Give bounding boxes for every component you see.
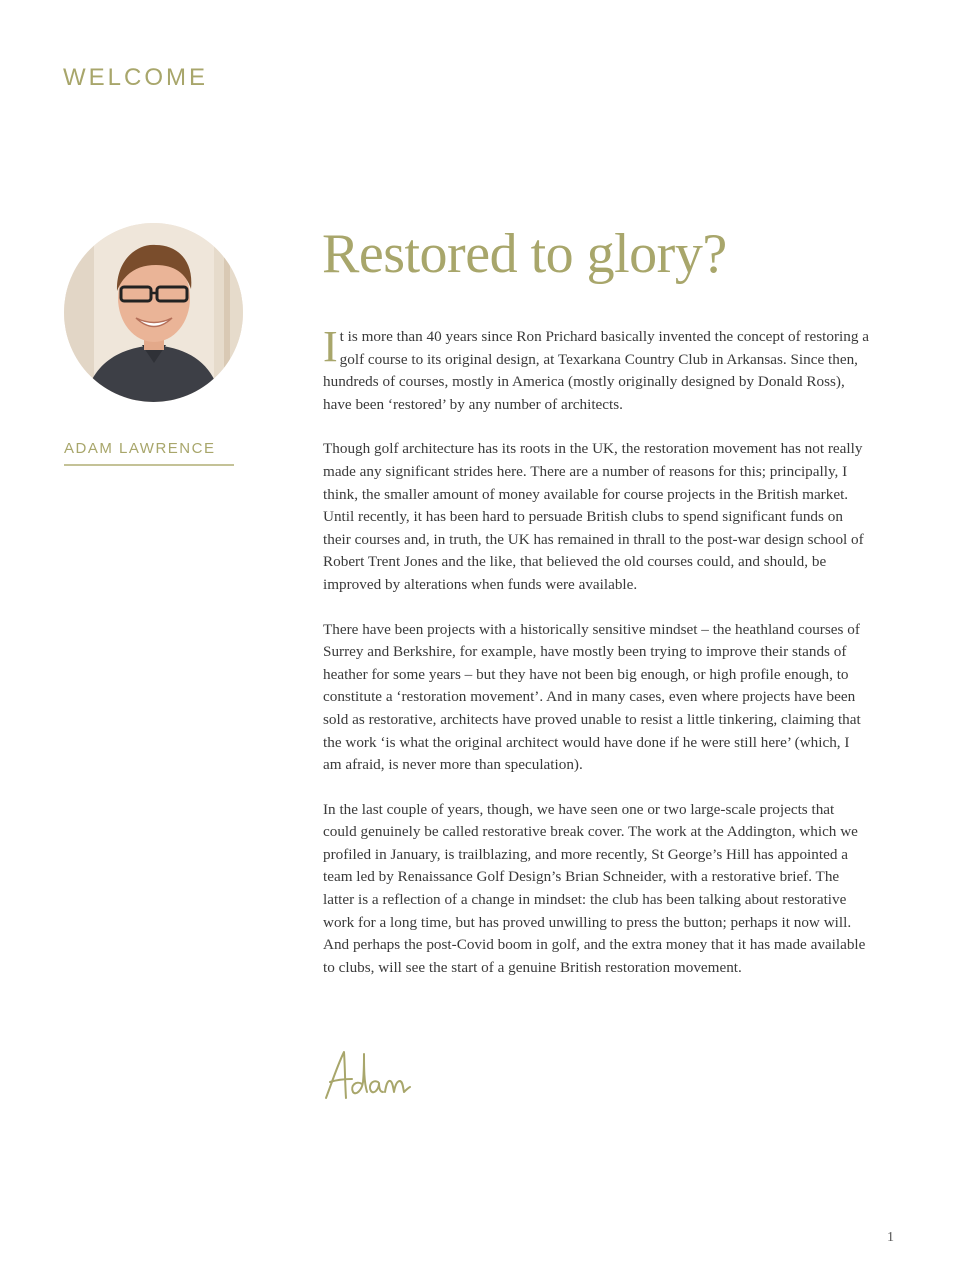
signature	[322, 1046, 417, 1102]
article-body	[323, 322, 871, 1001]
author-divider	[64, 464, 234, 466]
article-paragraph: Though golf architecture has its roots in the UK, the restoration movement has not really made any significant strides here. There are a number of reasons for this; principally, I think, the smaller amount of money available for course projects in the British market. Until recently, it has been hard to persuade British clubs to spend significant funds on their courses and, in truth, the UK has remained in thrall to the post-war design school of Robert Trent Jones and the like, that believed the old courses could, and should, be improved by alterations when funds were available.	[323, 440, 864, 593]
dropcap: I	[323, 322, 338, 371]
article-paragraph: In the last couple of years, though, we have seen one or two large-scale projects that could genuinely be called restorative break cover. The work at the Addington, which we profiled in January, is trailblazing, and more recently, St George’s Hill has appointed a team led by Renaissance Golf Design’s Brian Schneider, with a restorative brief. The latter is a reflection of a change in mindset: the club has been talking about restorative work for a long time, but has proved unwilling to press the button; perhaps it now will. And perhaps the post-Covid boom in golf, and the extra money that it has made available to clubs, will see the start of a genuine British restoration movement.	[323, 800, 866, 976]
article-paragraph	[323, 322, 871, 416]
author-name: ADAM LAWRENCE	[64, 440, 216, 457]
article-title: Restored to glory?	[322, 223, 727, 285]
section-label: WELCOME	[63, 64, 209, 91]
author-avatar	[64, 223, 243, 402]
author-portrait	[64, 223, 243, 402]
article-paragraph: There have been projects with a historically sensitive mindset – the heathland courses of Surrey and Berkshire, for example, have mostly been trying to improve their stands of heather for some years – but they have not been big enough, or high profile enough, to constitute a ‘restoration movement’. And in many cases, even where projects have been sold as restorative, architects have proved unable to resist a little tinkering, claiming that the work ‘is what the original architect would have done if he were still here’ (which, I am afraid, is never more than speculation).	[323, 620, 861, 774]
page-number: 1	[887, 1230, 894, 1245]
paragraph-text: t is more than 40 years since Ron Prichard basically invented the concept of restoring a golf course to its original design, at Texarkana Country Club in Arkansas. Since then, hundreds of courses, mostly in America (mostly originally designed by Donald Ross), have been ‘restored’ by any number of architects.	[323, 328, 869, 413]
